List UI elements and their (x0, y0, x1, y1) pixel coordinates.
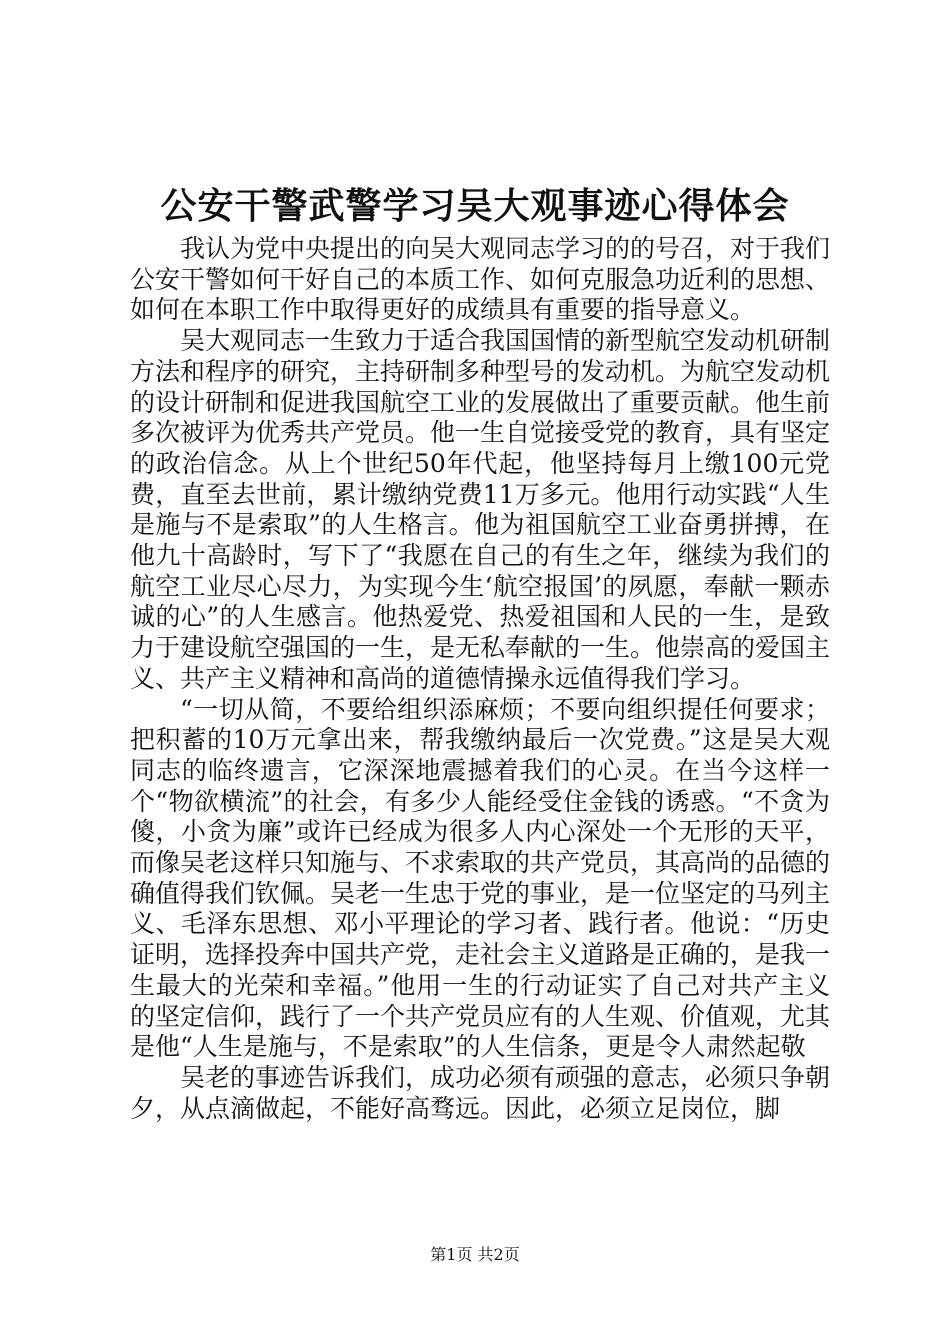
paragraph: 吴大观同志一生致力于适合我国国情的新型航空发动机研制方法和程序的研究，主持研制多种型号的发动机。为航空发动机的设计研制和促进我国航空工业的发展做出了重要贡献。他生前多次被评为优秀共产党员。他一生自觉接受党的教育，具有坚定的政治信念。从上个世纪50年代起，他坚持每月上缴100元党费，直至去世前，累计缴纳党费11万多元。他用行动实践“人生是施与不是索取”的人生格言。他为祖国航空工业奋勇拼搏，在他九十高龄时，写下了“我愿在自己的有生之年，继续为我们的航空工业尽心尽力，为实现今生‘航空报国’的夙愿，奉献一颗赤诚的心”的人生感言。他热爱党、热爱祖国和人民的一生，是致力于建设航空强国的一生，是无私奉献的一生。他崇高的爱国主义、共产主义精神和高尚的道德情操永远值得我们学习。 (130, 326, 831, 693)
paragraph: 吴老的事迹告诉我们，成功必须有顽强的意志，必须只争朝夕，从点滴做起，不能好高骛远。因此，必须立足岗位，脚 (130, 1062, 831, 1123)
page-footer: 第1页 共2页 (430, 1245, 520, 1264)
paragraph: 我认为党中央提出的向吴大观同志学习的的号召，对于我们公安干警如何干好自己的本质工作、如何克服急功近利的思想、如何在本职工作中取得更好的成绩具有重要的指导意义。 (130, 234, 831, 325)
paragraph: “一切从简，不要给组织添麻烦；不要向组织提任何要求；把积蓄的10万元拿出来，帮我缴纳最后一次党费。”这是吴大观同志的临终遗言，它深深地震撼着我们的心灵。在当今这样一个“物欲横流”的社会，有多少人能经受住金钱的诱惑。“不贪为傻，小贪为廉”或许已经成为很多人内心深处一个无形的天平，而像吴老这样只知施与、不求索取的共产党员，其高尚的品德的确值得我们钦佩。吴老一生忠于党的事业，是一位坚定的马列主义、毛泽东思想、邓小平理论的学习者、践行者。他说：“历史证明，选择投奔中国共产党，走社会主义道路是正确的，是我一生最大的光荣和幸福。”他用一生的行动证实了自己对共产主义的坚定信仰，践行了一个共产党员应有的人生观、价值观，尤其是他“人生是施与，不是索取”的人生信条，更是令人肃然起敬 (130, 694, 831, 1062)
document-title: 公安干警武警学习吴大观事迹心得体会 (160, 185, 790, 227)
document-body (130, 234, 830, 1124)
